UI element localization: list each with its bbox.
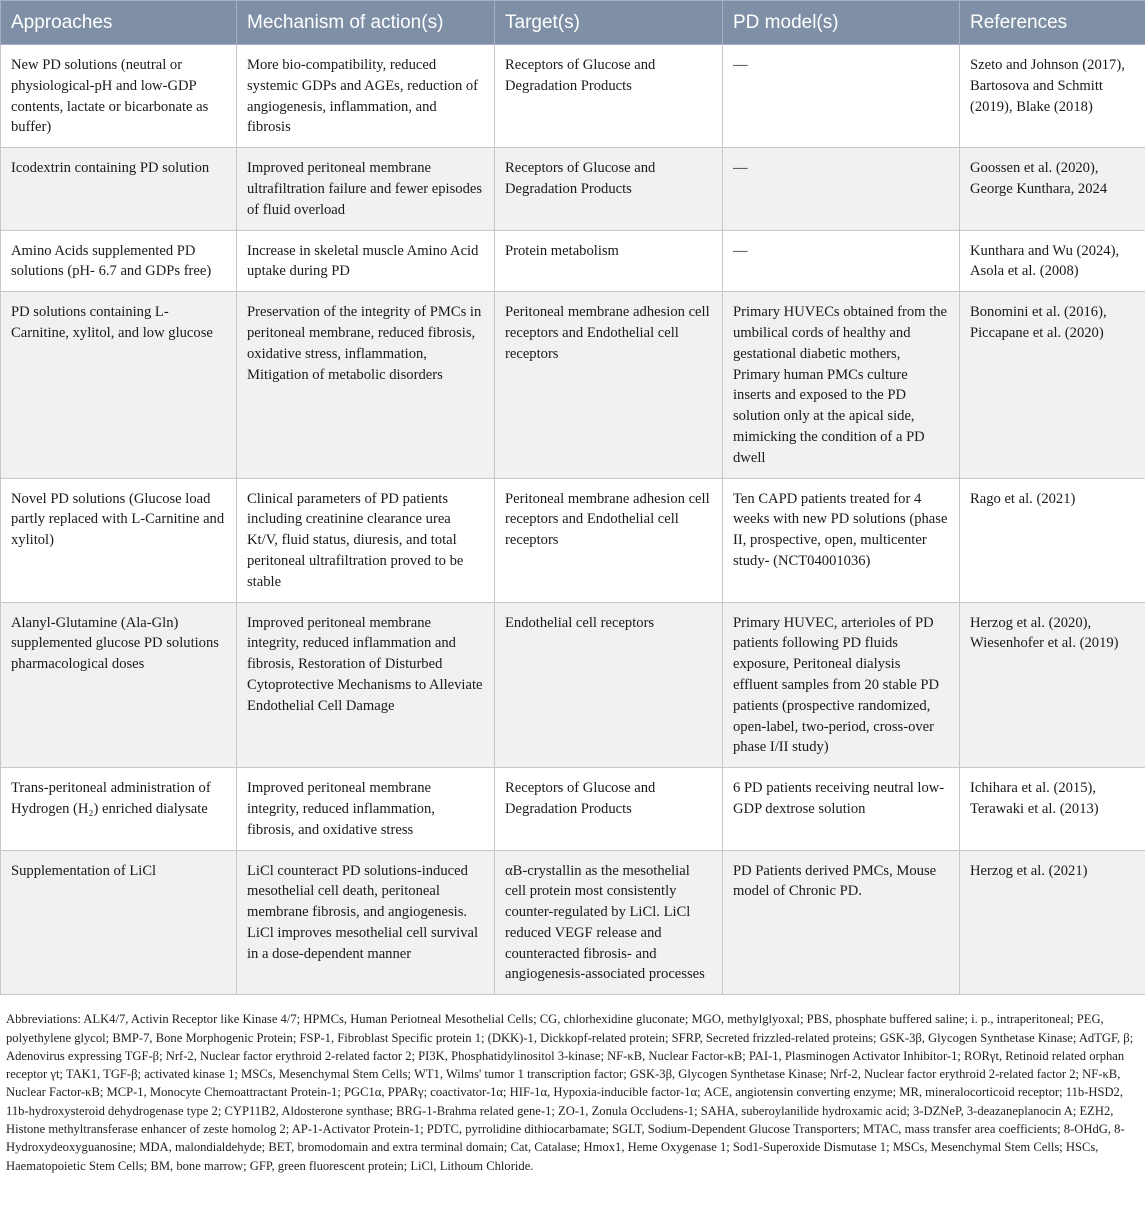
cell-mechanism: Clinical parameters of PD patients including creatinine clearance urea Kt/V, fluid status, diuresis, and total peritoneal ultrafiltration proved to be stable: [237, 478, 495, 602]
cell-model: —: [723, 230, 960, 292]
cell-approach: PD solutions containing L-Carnitine, xylitol, and low glucose: [1, 292, 237, 478]
cell-approach: New PD solutions (neutral or physiological-pH and low-GDP contents, lactate or bicarbonate as buffer): [1, 45, 237, 148]
cell-references: Goossen et al. (2020), George Kunthara, 2024: [960, 148, 1145, 230]
header-references: References: [960, 1, 1145, 45]
table-row: [1, 850, 1145, 995]
cell-mechanism: Improved peritoneal membrane integrity, reduced inflammation and fibrosis, Restoration of Disturbed Cytoprotective Mechanisms to Alleviate Endothelial Cell Damage: [237, 602, 495, 768]
cell-target: Receptors of Glucose and Degradation Products: [495, 768, 723, 850]
cell-model: Primary HUVECs obtained from the umbilical cords of healthy and gestational diabetic mothers, Primary human PMCs culture inserts and exposed to the PD solution only at the apical side, mimicking the condition of a PD dwell: [723, 292, 960, 478]
cell-references: Bonomini et al. (2016), Piccapane et al. (2020): [960, 292, 1145, 478]
cell-target: Peritoneal membrane adhesion cell receptors and Endothelial cell receptors: [495, 478, 723, 602]
cell-approach: Supplementation of LiCl: [1, 850, 237, 995]
cell-approach: Trans-peritoneal administration of Hydrogen (H₂) enriched dialysate: [1, 768, 237, 850]
cell-references: Ichihara et al. (2015), Terawaki et al. (2013): [960, 768, 1145, 850]
cell-model: Primary HUVEC, arterioles of PD patients following PD fluids exposure, Peritoneal dialysis effluent samples from 20 stable PD patients (prospective randomized, open-label, two-period, cross-over phase I/II study): [723, 602, 960, 768]
cell-approach: Alanyl-Glutamine (Ala-Gln) supplemented glucose PD solutions pharmacological doses: [1, 602, 237, 768]
cell-model: —: [723, 45, 960, 148]
cell-target: Receptors of Glucose and Degradation Products: [495, 148, 723, 230]
table-row: [1, 292, 1145, 478]
cell-approach: Novel PD solutions (Glucose load partly replaced with L-Carnitine and xylitol): [1, 478, 237, 602]
cell-mechanism: More bio-compatibility, reduced systemic GDPs and AGEs, reduction of angiogenesis, inflammation, and fibrosis: [237, 45, 495, 148]
header-mechanism: Mechanism of action(s): [237, 1, 495, 45]
cell-references: Szeto and Johnson (2017), Bartosova and Schmitt (2019), Blake (2018): [960, 45, 1145, 148]
table-row: [1, 45, 1145, 148]
cell-mechanism: Increase in skeletal muscle Amino Acid uptake during PD: [237, 230, 495, 292]
header-pd-models: PD model(s): [723, 1, 960, 45]
cell-approach: Icodextrin containing PD solution: [1, 148, 237, 230]
cell-target: Receptors of Glucose and Degradation Products: [495, 45, 723, 148]
cell-target: Peritoneal membrane adhesion cell receptors and Endothelial cell receptors: [495, 292, 723, 478]
cell-mechanism: Preservation of the integrity of PMCs in peritoneal membrane, reduced fibrosis, oxidative stress, inflammation, Mitigation of metabolic disorders: [237, 292, 495, 478]
cell-target: αB-crystallin as the mesothelial cell protein most consistently counter-regulated by LiCl. LiCl reduced VEGF release and counteracted fibrosis- and angiogenesis-associated processes: [495, 850, 723, 995]
cell-mechanism: Improved peritoneal membrane integrity, reduced inflammation, fibrosis, and oxidative stress: [237, 768, 495, 850]
table-row: [1, 230, 1145, 292]
cell-references: Rago et al. (2021): [960, 478, 1145, 602]
cell-target: Endothelial cell receptors: [495, 602, 723, 768]
cell-model: PD Patients derived PMCs, Mouse model of Chronic PD.: [723, 850, 960, 995]
cell-mechanism: Improved peritoneal membrane ultrafiltration failure and fewer episodes of fluid overload: [237, 148, 495, 230]
cell-references: Herzog et al. (2021): [960, 850, 1145, 995]
cell-model: 6 PD patients receiving neutral low-GDP dextrose solution: [723, 768, 960, 850]
abbreviations-footnote: Abbreviations: ALK4/7, Activin Receptor like Kinase 4/7; HPMCs, Human Periotneal Mesothelial Cells; CG, chlorhexidine gluconate; MGO, methylglyoxal; PBS, phosphate buffered saline; i. p., intraperitoneal; PEG, polyethylene glycol; BMP-7, Bone Morphogenic Protein; FSP-1, Fibroblast Specific protein 1; (DKK)-1, Dickkopf-related protein; SFRP, Secreted frizzled-related proteins; GSK-3β, Glycogen Synthetase Kinase; AdTGF, β; Adenovirus expressing TGF-β; Nrf-2, Nuclear factor erythroid 2-related factor 2; PI3K, Phosphatidylinositol 3-kinase; NF-κB, Nuclear Factor-κB; PAI-1, Plasminogen Activator Inhibitor-1; RORγt, Retinoid related orphan receptor γt; TAK1, TGF-β; activated kinase 1; MSCs, Mesenchymal Stem Cells; WT1, Wilms' tumor 1 transcription factor; GSK-3β, Glycogen Synthetase Kinase; Nrf-2, Nuclear factor erythroid 2-related factor 2; NF-κB, Nuclear Factor-κB; MCP-1, Monocyte Chemoattractant Protein-1; PGC1α, PPARγ; coactivator-1α; HIF-1α, Hypoxia-inducible factor-1α; ACE, angiotensin converting enzyme; MR, mineralocorticoid receptor; 11b-HSD2, 11b-hydroxysteroid dehydrogenase type 2; CYP11B2, Aldosterone synthase; BRG-1-Brahma related gene-1; ZO-1, Zonula Occludens-1; SAHA, suberoylanilide hydroxamic acid; 3-DZNeP, 3-deazaneplanocin A; EZH2, Histone methyltransferase enhancer of zeste homolog 2; AP-1-Activator Protein-1; PDTC, pyrrolidine dithiocarbamate; SGLT, Sodium-Dependent Glucose Transporters; MTAC, mass transfer area coefficients; 8-OHdG, 8-Hydroxydeoxyguanosine; MDA, malondialdehyde; BET, bromodomain and extra terminal domain; Cat, Catalase; Hmox1, Heme Oxygenase 1; Sod1-Superoxide Dismutase 1; MSCs, Mesenchymal Stem Cells; HSCs, Haematopoietic Stem Cells; BM, bone marrow; GFP, green fluorescent protein; LiCl, Lithoum Chloride.: [6, 1012, 1134, 1173]
header-targets: Target(s): [495, 1, 723, 45]
table-header-row: [1, 1, 1145, 45]
cell-mechanism: LiCl counteract PD solutions-induced mesothelial cell death, peritoneal membrane fibrosis, and angiogenesis. LiCl improves mesothelial cell survival in a dose-dependent manner: [237, 850, 495, 995]
cell-model: Ten CAPD patients treated for 4 weeks with new PD solutions (phase II, prospective, open, multicenter study- (NCT04001036): [723, 478, 960, 602]
cell-references: Kunthara and Wu (2024), Asola et al. (2008): [960, 230, 1145, 292]
cell-references: Herzog et al. (2020), Wiesenhofer et al. (2019): [960, 602, 1145, 768]
table-row: [1, 768, 1145, 850]
cell-model: —: [723, 148, 960, 230]
table-row: [1, 478, 1145, 602]
header-approaches: Approaches: [1, 1, 237, 45]
cell-approach: Amino Acids supplemented PD solutions (pH- 6.7 and GDPs free): [1, 230, 237, 292]
cell-target: Protein metabolism: [495, 230, 723, 292]
table-row: [1, 602, 1145, 768]
table-row: [1, 148, 1145, 230]
